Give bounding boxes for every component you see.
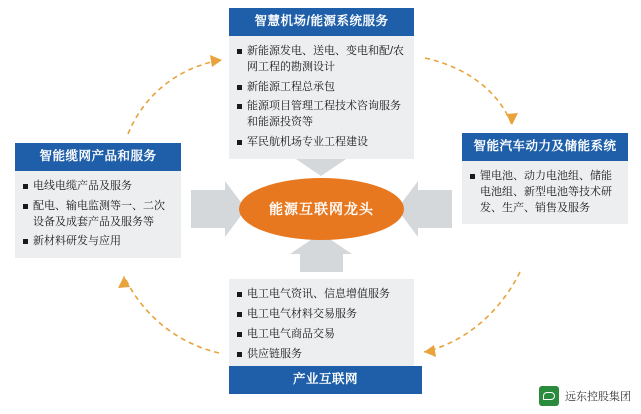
list-item-label: 电工电气商品交易	[247, 327, 335, 340]
panel-top[interactable]	[229, 8, 414, 159]
panel-right-body	[462, 161, 628, 225]
dashed-top-to-right	[425, 58, 512, 125]
dashed-bottom-to-left	[124, 276, 219, 353]
bullet-square-icon	[23, 239, 28, 244]
list-item	[237, 80, 406, 96]
panel-bottom-body	[229, 279, 414, 371]
panel-top-body	[229, 36, 414, 160]
list-item-label: 电线电缆产品及服务	[33, 179, 132, 192]
arrow-right-to-center	[397, 181, 452, 237]
bullet-square-icon	[23, 184, 28, 189]
bullet-square-icon	[237, 292, 242, 297]
list-item	[23, 179, 173, 195]
list-item	[237, 44, 406, 76]
list-item	[470, 169, 620, 217]
dashed-left-to-top	[128, 60, 222, 134]
list-item-label: 新能源工程总承包	[247, 80, 335, 93]
center-node[interactable]	[239, 178, 404, 240]
list-item-label: 供应链服务	[247, 347, 302, 360]
list-item-label: 能源项目管理工程技术咨询服务和能源投资等	[247, 100, 401, 129]
bullet-square-icon	[470, 174, 475, 179]
list-item	[237, 347, 406, 363]
list-item-label: 配电、输电监测等一、二次设备及成套产品及服务等	[33, 199, 165, 228]
list-item	[237, 135, 406, 151]
list-item	[23, 199, 173, 231]
list-item-label: 锂电池、动力电池组、储能电池组、新型电池等技术研发、生产、销售及服务	[480, 169, 612, 214]
arrow-left-to-center	[191, 181, 246, 237]
list-item-label: 军民航机场专业工程建设	[247, 136, 368, 149]
bullet-square-icon	[237, 332, 242, 337]
panel-right[interactable]	[462, 133, 628, 224]
brand-name: 远东控股集团	[565, 391, 631, 403]
list-item	[237, 327, 406, 343]
list-item-label: 新能源发电、送电、变电和配/农网工程的勘测设计	[247, 44, 405, 73]
panel-left-title: 智能缆网产品和服务	[15, 143, 181, 171]
bullet-square-icon	[237, 140, 242, 145]
center-node-label: 能源互联网龙头	[269, 201, 374, 217]
panel-left-body	[15, 171, 181, 259]
bullet-square-icon	[237, 49, 242, 54]
panel-right-title: 智能汽车动力及储能系统	[462, 133, 628, 161]
bullet-square-icon	[23, 204, 28, 209]
bullet-square-icon	[237, 312, 242, 317]
list-item	[237, 307, 406, 323]
list-item-label: 电工电气材料交易服务	[247, 307, 357, 320]
panel-bottom[interactable]	[229, 279, 414, 371]
panel-left[interactable]	[15, 143, 181, 258]
bullet-square-icon	[237, 352, 242, 357]
dashed-right-to-bottom	[424, 272, 520, 352]
wechat-icon	[539, 386, 559, 406]
list-item	[237, 287, 406, 303]
list-item	[23, 234, 173, 250]
panel-bottom-title: 产业互联网	[229, 366, 422, 394]
panel-top-title: 智慧机场/能源系统服务	[229, 8, 414, 36]
bullet-square-icon	[237, 85, 242, 90]
list-item	[237, 99, 406, 131]
list-item-label: 新材料研发与应用	[33, 235, 121, 248]
brand-watermark	[539, 386, 631, 406]
list-item-label: 电工电气资讯、信息增值服务	[247, 288, 390, 300]
bullet-square-icon	[237, 104, 242, 109]
